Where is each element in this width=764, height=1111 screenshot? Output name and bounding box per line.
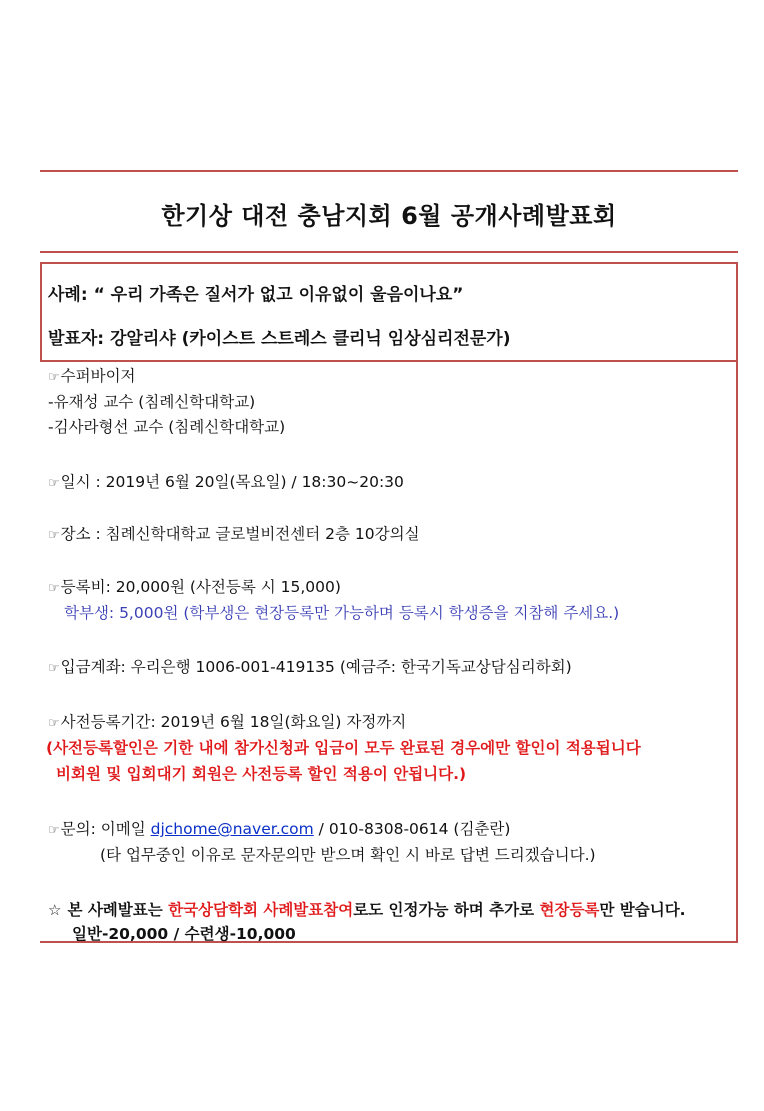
- case-line: [48, 280, 463, 305]
- title-bottom-rule: [40, 251, 738, 253]
- contact-line: [48, 817, 510, 839]
- datetime-line: [48, 470, 404, 492]
- preregistration-line: [48, 710, 406, 732]
- supervisor-item: -김사라형선 교수 (침례신학대학교): [48, 418, 286, 436]
- fee-line: [48, 575, 341, 597]
- contact-phone: / 010-8308-0614 (김춘란): [318, 820, 511, 838]
- header-divider-rule: [40, 360, 738, 362]
- footer-line: [48, 898, 686, 920]
- pointing-hand-icon: ☞: [48, 716, 60, 731]
- box-right-border: [736, 262, 738, 943]
- preregistration-text: 사전등록기간: 2019년 6월 18일(화요일) 자정까지: [60, 713, 407, 731]
- account-text: 입금계좌: 우리은행 1006-001-419135 (예금주: 한국기독교상담심리하회): [60, 658, 572, 676]
- supervisor-label: 수퍼바이저: [60, 367, 136, 385]
- box-left-border: [40, 262, 42, 362]
- account-line: [48, 655, 572, 677]
- footer-highlight: 현장등록: [539, 901, 600, 919]
- fee-text: 등록비: 20,000원 (사전등록 시 15,000): [60, 578, 341, 596]
- supervisor-heading: [48, 364, 136, 386]
- place-text: 장소 : 침례신학대학교 글로벌비전센터 2층 10강의실: [60, 525, 420, 543]
- pointing-hand-icon: ☞: [48, 476, 60, 491]
- star-outline-icon: ☆: [48, 901, 62, 919]
- email-link[interactable]: djchome@naver.com: [150, 820, 314, 838]
- presenter-label: 발표자:: [48, 329, 105, 349]
- supervisor-item: -유재성 교수 (침례신학대학교): [48, 393, 256, 411]
- pointing-hand-icon: ☞: [48, 823, 60, 838]
- top-rule: [40, 170, 738, 172]
- preregistration-notice: 비회원 및 입회대기 회원은 사전등록 할인 적용이 안됩니다.): [56, 765, 467, 783]
- contact-label: 문의: 이메일: [60, 820, 146, 838]
- footer-prices: 일반-20,000 / 수련생-10,000: [72, 925, 296, 943]
- pointing-hand-icon: ☞: [48, 370, 60, 385]
- footer-text: 본 사례발표는: [67, 901, 163, 919]
- case-label: 사례:: [48, 285, 88, 305]
- presenter-name: 강알리샤 (카이스트 스트레스 클리닉 임상심리전문가): [110, 329, 511, 349]
- page-title: 한기상 대전 충남지회 6월 공개사례발표회: [161, 202, 617, 230]
- pointing-hand-icon: ☞: [48, 581, 60, 596]
- datetime-text: 일시 : 2019년 6월 20일(목요일) / 18:30~20:30: [60, 473, 404, 491]
- place-line: [48, 522, 420, 544]
- box-top-rule: [40, 262, 738, 264]
- footer-text: 만 받습니다.: [599, 901, 686, 919]
- footer-text: 로도 인정가능 하며 추가로: [353, 901, 535, 919]
- preregistration-notice: (사전등록할인은 기한 내에 참가신청과 입금이 모두 완료된 경우에만 할인이 적용됩니다: [46, 739, 641, 757]
- pointing-hand-icon: ☞: [48, 661, 60, 676]
- contact-note: (타 업무중인 이유로 문자문의만 받으며 확인 시 바로 답변 드리겠습니다.): [100, 846, 596, 864]
- student-fee-line: 학부생: 5,000원 (학부생은 현장등록만 가능하며 등록시 학생증을 지참해 주세요.): [64, 604, 620, 622]
- pointing-hand-icon: ☞: [48, 528, 60, 543]
- presenter-line: [48, 324, 511, 349]
- footer-highlight: 한국상담학회 사례발표참여: [168, 901, 354, 919]
- case-title: “ 우리 가족은 질서가 없고 이유없이 울음이나요”: [93, 285, 464, 305]
